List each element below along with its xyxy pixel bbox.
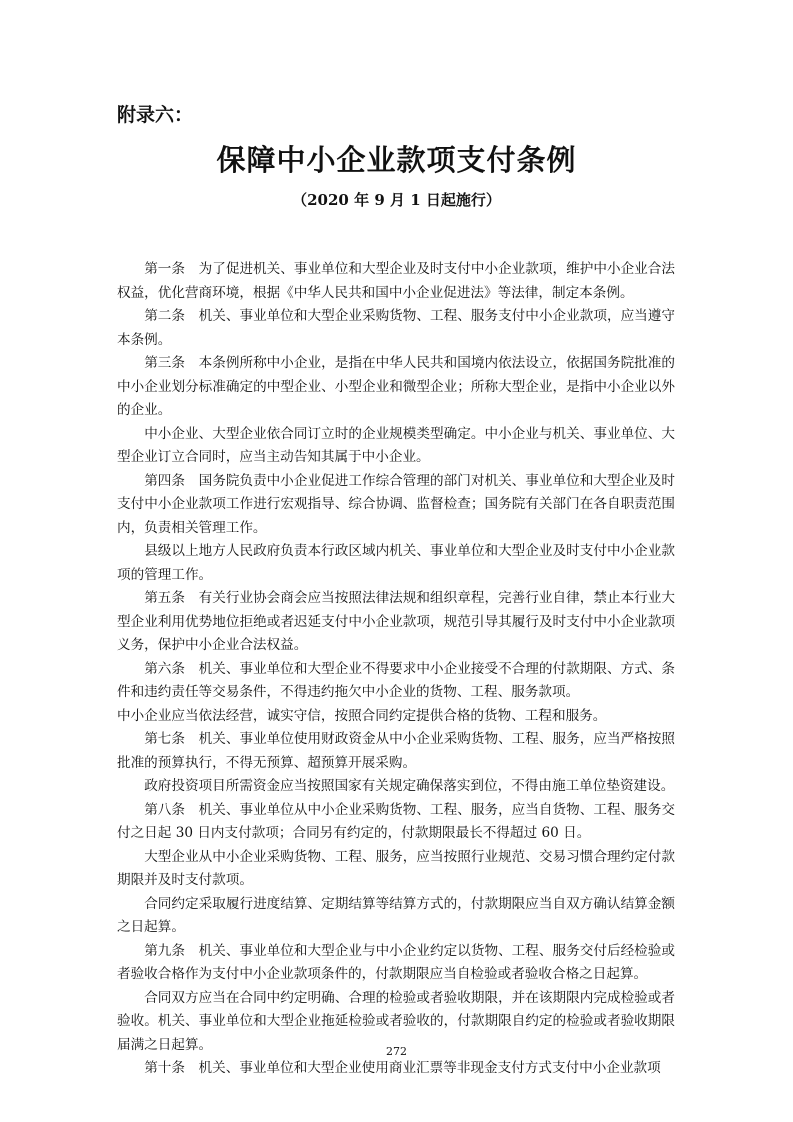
paragraph: 合同双方应当在合同中约定明确、合理的检验或者验收期限，并在该期限内完成检验或者验收。机关、事业单位和大型企业拖延检验或者验收的，付款期限自约定的检验或者验收期限届满之日起算。 [117, 989, 675, 1053]
paragraph: 大型企业从中小企业采购货物、工程、服务，应当按照行业规范、交易习惯合理约定付款期限并及时支付款项。 [117, 848, 675, 888]
paragraph: 第八条 机关、事业单位从中小企业采购货物、工程、服务，应当自货物、工程、服务交付之日起 30 日内支付款项；合同另有约定的，付款期限最长不得超过 60 日。 [117, 801, 675, 841]
paragraph: 第五条 有关行业协会商会应当按照法律法规和组织章程，完善行业自律，禁止本行业大型企业利用优势地位拒绝或者迟延支付中小企业款项，规范引导其履行及时支付中小企业款项义务，保护中小企业合法权益。 [117, 590, 675, 653]
paragraph: 第二条 机关、事业单位和大型企业采购货物、工程、服务支付中小企业款项，应当遵守本条例。 [117, 308, 675, 348]
effective-date-subtitle: （2020 年 9 月 1 日起施行） [292, 191, 501, 209]
appendix-label: 附录六： [117, 104, 194, 126]
paragraph: 第一条 为了促进机关、事业单位和大型企业及时支付中小企业款项，维护中小企业合法权益，优化营商环境，根据《中华人民共和国中小企业促进法》等法律，制定本条例。 [117, 261, 675, 301]
paragraph: 第九条 机关、事业单位和大型企业与中小企业约定以货物、工程、服务交付后经检验或者验收合格作为支付中小企业款项条件的，付款期限应当自检验或者验收合格之日起算。 [117, 942, 675, 982]
paragraph: 第四条 国务院负责中小企业促进工作综合管理的部门对机关、事业单位和大型企业及时支付中小企业款项工作进行宏观指导、综合协调、监督检查；国务院有关部门在各自职责范围内，负责相关管理工作。 [117, 472, 675, 536]
page-number: 272 [386, 1045, 407, 1058]
paragraph: 中小企业、大型企业依合同订立时的企业规模类型确定。中小企业与机关、事业单位、大型企业订立合同时，应当主动告知其属于中小企业。 [117, 425, 675, 465]
paragraph: 中小企业应当依法经营，诚实守信，按照合同约定提供合格的货物、工程和服务。 [117, 707, 607, 724]
document-body [117, 258, 675, 1081]
paragraph: 政府投资项目所需资金应当按照国家有关规定确保落实到位，不得由施工单位垫资建设。 [144, 778, 675, 794]
paragraph: 第三条 本条例所称中小企业，是指在中华人民共和国境内依法设立，依据国务院批准的中小企业划分标准确定的中型企业、小型企业和微型企业；所称大型企业，是指中小企业以外的企业。 [117, 355, 675, 418]
paragraph: 第十条 机关、事业单位和大型企业使用商业汇票等非现金支付方式支付中小企业款项 [144, 1060, 661, 1076]
page-title: 保障中小企业款项支付条例 [216, 143, 577, 177]
paragraph: 合同约定采取履行进度结算、定期结算等结算方式的，付款期限应当自双方确认结算金额之日起算。 [117, 895, 675, 935]
paragraph: 第六条 机关、事业单位和大型企业不得要求中小企业接受不合理的付款期限、方式、条件和违约责任等交易条件，不得违约拖欠中小企业的货物、工程、服务款项。 [117, 660, 675, 700]
paragraph: 第七条 机关、事业单位使用财政资金从中小企业采购货物、工程、服务，应当严格按照批准的预算执行，不得无预算、超预算开展采购。 [117, 731, 675, 771]
paragraph: 县级以上地方人民政府负责本行政区域内机关、事业单位和大型企业及时支付中小企业款项的管理工作。 [117, 543, 675, 583]
